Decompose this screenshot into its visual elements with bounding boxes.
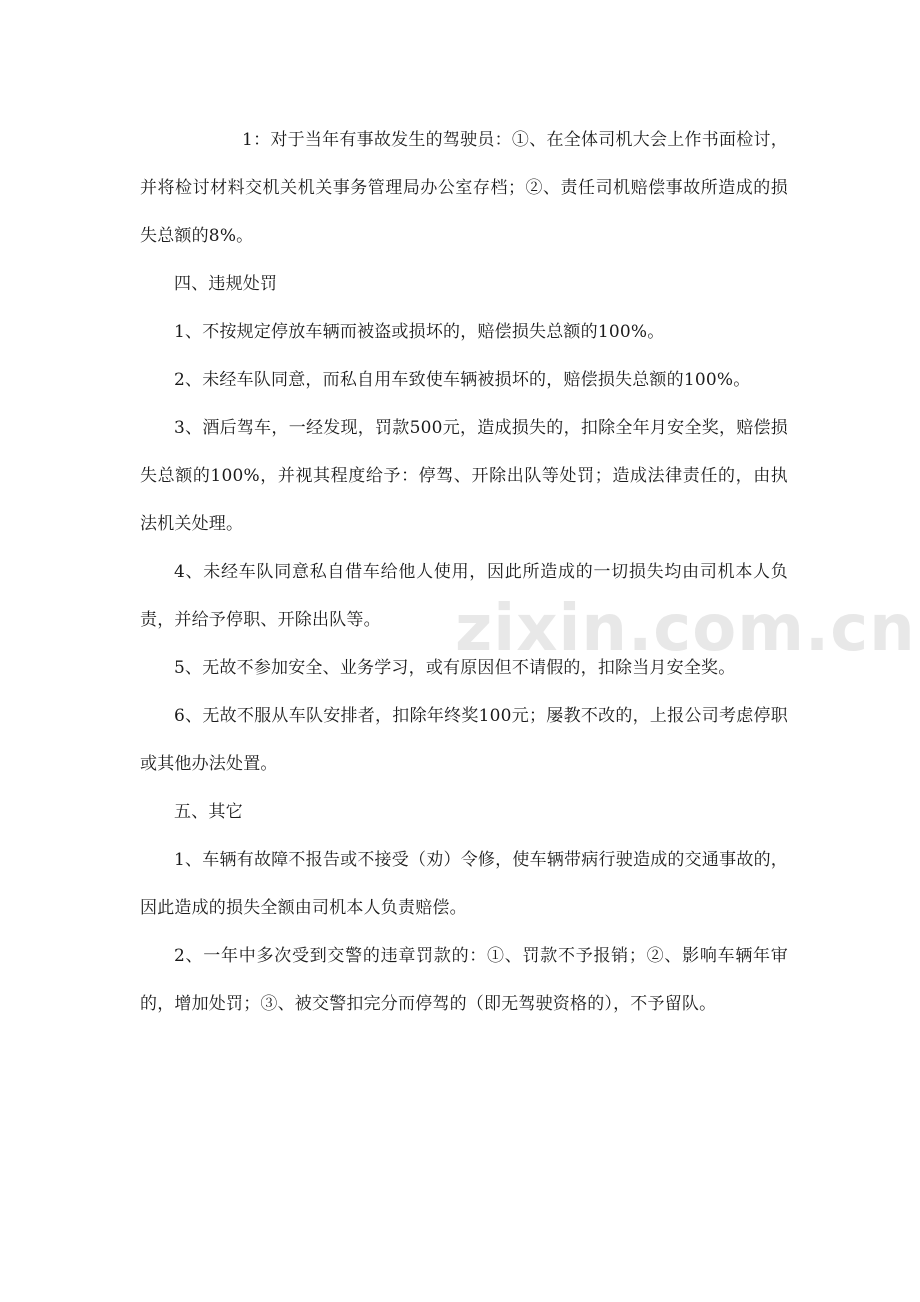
paragraph-private-use: 2、未经车队同意，而私自用车致使车辆被损坏的，赔偿损失总额的100%。: [174, 370, 751, 390]
paragraph-disobedience: 6、无故不服从车队安排者，扣除年终奖100元；屡教不改的，上报公司考虑停职或其他办法处置。: [140, 706, 788, 774]
document-body: [140, 116, 788, 1028]
paragraph-improper-parking: 1、不按规定停放车辆而被盗或损坏的，赔偿损失总额的100%。: [174, 322, 665, 342]
paragraph-missing-training: 5、无故不参加安全、业务学习，或有原因但不请假的，扣除当月安全奖。: [174, 658, 736, 678]
paragraph-unreported-faults: 1、车辆有故障不报告或不接受（劝）令修，使车辆带病行驶造成的交通事故的，因此造成的损失全额由司机本人负责赔偿。: [140, 850, 788, 918]
paragraph-accident-driver-penalty: 1：对于当年有事故发生的驾驶员：①、在全体司机大会上作书面检讨，并将检讨材料交机关机关事务管理局办公室存档；②、责任司机赔偿事故所造成的损失总额的8%。: [140, 130, 788, 246]
watermark-logo: zixin.com.cn: [455, 592, 916, 666]
paragraph-drunk-driving: 3、酒后驾车，一经发现，罚款500元，造成损失的，扣除全年月安全奖，赔偿损失总额的100%，并视其程度给予：停驾、开除出队等处罚；造成法律责任的，由执法机关处理。: [140, 418, 788, 534]
section-heading-other: 五、其它: [174, 802, 243, 822]
section-heading-violation-penalties: 四、违规处罚: [174, 274, 278, 294]
paragraph-lending-vehicle: 4、未经车队同意私自借车给他人使用，因此所造成的一切损失均由司机本人负责，并给予停职、开除出队等。: [140, 562, 788, 630]
paragraph-traffic-fines: 2、一年中多次受到交警的违章罚款的：①、罚款不予报销；②、影响车辆年审的，增加处罚；③、被交警扣完分而停驾的（即无驾驶资格的），不予留队。: [140, 946, 788, 1014]
